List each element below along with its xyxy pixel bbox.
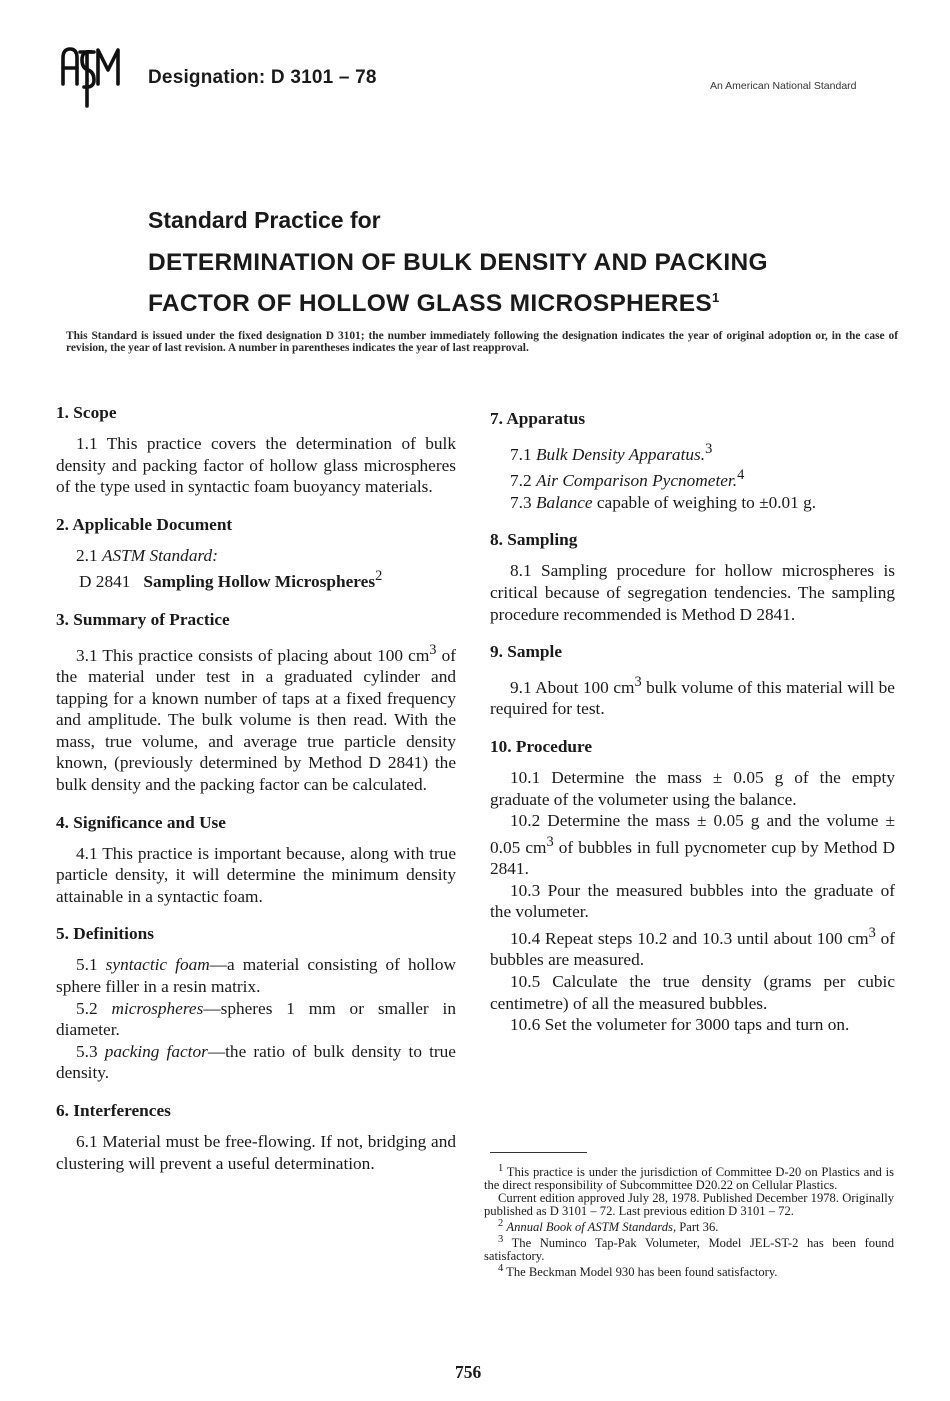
footnote-mark: 4 xyxy=(498,1262,504,1274)
footnote-1 xyxy=(484,1163,894,1192)
clause-number: 2.1 xyxy=(76,545,98,565)
footnote-mark: 3 xyxy=(498,1233,504,1245)
procedure-step-5: 10.5 Calculate the true density (grams per cubic centimetre) of all the measured bubbles. xyxy=(490,971,895,1013)
procedure-step-1: 10.1 Determine the mass ± 0.05 g of the empty graduate of the volumeter using the balance. xyxy=(490,768,895,809)
clause-number: 7.2 xyxy=(510,471,532,491)
section-heading-summary: 3. Summary of Practice xyxy=(56,609,230,629)
footnote-text: The Numinco Tap-Pak Volumeter, Model JEL-ST-2 has been found satisfactory. xyxy=(484,1236,894,1263)
step-text-b: of bubbles in full pycnometer cup by Method D 2841. xyxy=(490,837,895,879)
defined-term: microspheres xyxy=(111,998,204,1018)
footnote-2 xyxy=(484,1218,894,1234)
clause-number: 7.1 xyxy=(510,444,532,464)
procedure-step-3: 10.3 Pour the measured bubbles into the graduate of the volumeter. xyxy=(490,880,895,922)
apparatus-item-3 xyxy=(490,492,895,514)
procedure-step-6: 10.6 Set the volumeter for 3000 taps and turn on. xyxy=(510,1015,850,1035)
title-pretext: Standard Practice for xyxy=(148,207,381,233)
procedure-step-2 xyxy=(490,810,895,880)
applicable-document-paragraph xyxy=(56,545,456,567)
section-heading-sample: 9. Sample xyxy=(490,642,563,662)
document-title-ref: Sampling Hollow Microspheres xyxy=(143,572,376,592)
defined-term: syntactic foam xyxy=(105,955,210,975)
definition-packing-factor xyxy=(56,1041,456,1084)
sample-text-b: bulk volume of this material will be required for test. xyxy=(490,677,895,719)
referenced-document xyxy=(56,566,456,592)
section-heading-significance: 4. Significance and Use xyxy=(56,812,226,832)
sample-text-a: 9.1 About 100 cm xyxy=(510,677,635,697)
clause-number: 5.3 xyxy=(76,1041,98,1061)
astm-logo-icon xyxy=(58,44,126,110)
defined-term: packing factor xyxy=(104,1041,208,1061)
apparatus-item-2 xyxy=(490,465,895,491)
footnote-text: The Beckman Model 930 has been found satisfactory. xyxy=(506,1265,778,1280)
definition-text: —spheres 1 mm or smaller in diameter. xyxy=(56,998,456,1040)
definition-text: —a material consisting of hollow sphere filler in a resin matrix. xyxy=(56,955,456,997)
scope-paragraph: 1.1 This practice covers the determination of bulk density and packing factor of hollow glass microspheres of the type used in syntactic foam buoyancy materials. xyxy=(56,434,456,497)
cube-superscript: 3 xyxy=(429,641,437,658)
clause-number: 5.1 xyxy=(76,955,98,975)
title-line-1: DETERMINATION OF BULK DENSITY AND PACKING xyxy=(148,249,768,276)
american-national-standard-label: An American National Standard xyxy=(710,80,857,92)
section-heading-applicable-document: 2. Applicable Document xyxy=(56,514,233,534)
footnote-3 xyxy=(484,1234,894,1263)
clause-number: 7.3 xyxy=(510,492,532,512)
clause-number: 5.2 xyxy=(76,998,98,1018)
sample-paragraph xyxy=(490,672,895,720)
apparatus-item-1 xyxy=(490,439,895,465)
title-line-2 xyxy=(148,280,768,321)
definition-text: —the ratio of bulk density to true density. xyxy=(56,1041,456,1083)
section-heading-apparatus: 7. Apparatus xyxy=(490,409,586,428)
procedure-step-4 xyxy=(490,923,895,971)
footnote-mark: 4 xyxy=(737,467,745,484)
section-heading-interferences: 6. Interferences xyxy=(56,1101,171,1120)
cube-superscript: 3 xyxy=(546,833,554,850)
footnotes xyxy=(484,1163,894,1279)
issuance-notice: This Standard is issued under the fixed designation D 3101; the number immediately following the designation indicates the year of original adoption or, in the case of revision, the year of last revision. A number in parentheses indicates the year of last reapproval. xyxy=(66,330,898,354)
section-heading-procedure: 10. Procedure xyxy=(490,737,593,757)
interferences-paragraph: 6.1 Material must be free-flowing. If not, bridging and clustering will prevent a useful determination. xyxy=(56,1132,456,1173)
cube-superscript: 3 xyxy=(868,924,876,941)
designation: Designation: D 3101 – 78 xyxy=(148,67,377,88)
section-heading-scope: 1. Scope xyxy=(56,403,117,422)
apparatus-name: Bulk Density Apparatus. xyxy=(535,444,706,464)
left-column xyxy=(56,402,456,1174)
footnote-1-edition: Current edition approved July 28, 1978. Published December 1978. Originally published as D 3101 – 72. Last previous edition D 3101 – 72. xyxy=(484,1191,894,1218)
footnote-mark: 1 xyxy=(498,1163,504,1174)
section-heading-sampling: 8. Sampling xyxy=(490,530,578,550)
footnote-divider xyxy=(490,1152,587,1153)
title-footnote-mark: 1 xyxy=(712,290,720,305)
document-code: D 2841 xyxy=(79,572,131,592)
apparatus-name: Balance xyxy=(535,492,593,512)
summary-text-a: 3.1 This practice consists of placing about 100 cm xyxy=(76,645,430,665)
footnote-text: , Part 36. xyxy=(672,1220,719,1234)
step-text-a: 10.4 Repeat steps 10.2 and 10.3 until about 100 cm xyxy=(510,928,869,948)
right-column xyxy=(490,408,895,1036)
significance-paragraph: 4.1 This practice is important because, along with true particle density, it will determine the minimum density attainable in a syntactic foam. xyxy=(56,843,456,906)
section-heading-definitions: 5. Definitions xyxy=(56,924,154,944)
apparatus-description: capable of weighing to ±0.01 g. xyxy=(592,492,817,512)
footnote-mark: 2 xyxy=(375,568,383,585)
summary-text-b: of the material under test in a graduated cylinder and tapping for a known number of taps at a fixed frequency and amplitude. The bulk volume is then read. With the mass, true volume, and average true particle density known, (previously determined by Method D 2841) the bulk density and the packing factor can be calculated. xyxy=(56,645,457,795)
definition-syntactic-foam xyxy=(56,954,456,997)
cube-superscript: 3 xyxy=(634,674,642,691)
footnote-mark: 3 xyxy=(705,441,713,457)
step-text-b: of bubbles are measured. xyxy=(490,928,895,970)
footnote-text: This practice is under the jurisdiction of Committee D-20 on Plastics and is the direct responsibility of Subcommittee D20.22 on Cellular Plastics. xyxy=(484,1165,895,1193)
sampling-paragraph: 8.1 Sampling procedure for hollow microspheres is critical because of segregation tendencies. The sampling procedure recommended is Method D 2841. xyxy=(490,561,895,624)
definition-microspheres xyxy=(56,998,456,1041)
footnote-4 xyxy=(484,1263,894,1279)
footnote-book-title: Annual Book of ASTM Standards xyxy=(506,1220,673,1234)
summary-paragraph xyxy=(56,640,456,796)
title-line-2-text: FACTOR OF HOLLOW GLASS MICROSPHERES xyxy=(148,290,713,318)
apparatus-name: Air Comparison Pycnometer. xyxy=(535,471,738,491)
document-title xyxy=(148,245,768,321)
astm-standard-label: ASTM Standard: xyxy=(101,545,218,565)
step-text-a: 10.2 Determine the mass ± 0.05 g and the volume ± 0.05 cm xyxy=(490,811,895,857)
footnote-mark: 2 xyxy=(498,1217,504,1229)
page-number: 756 xyxy=(455,1362,482,1382)
